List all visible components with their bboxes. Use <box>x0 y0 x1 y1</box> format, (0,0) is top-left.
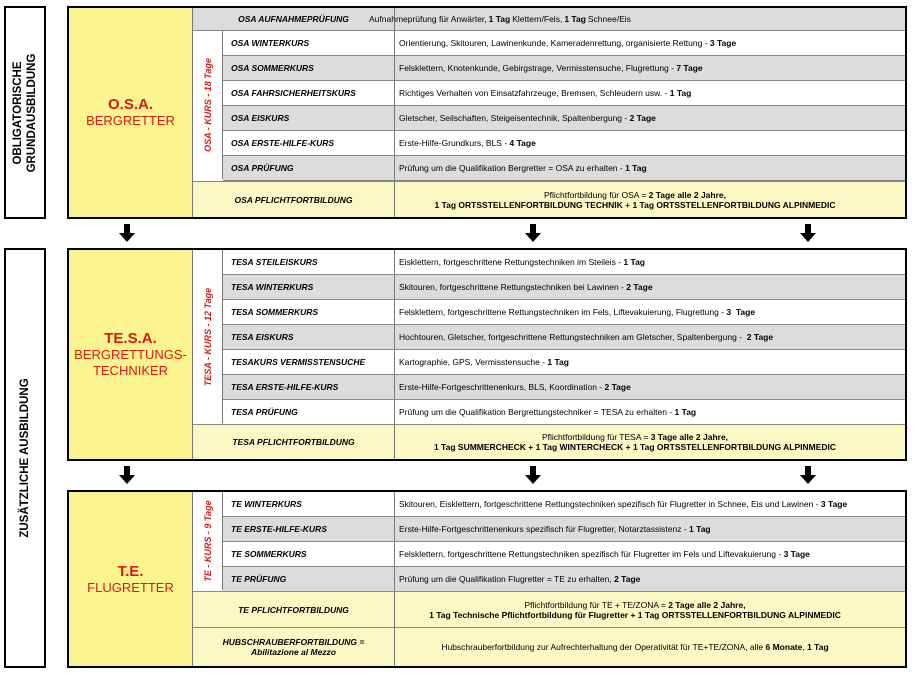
tesa-kurs-column <box>193 250 223 423</box>
osa-kurs-label: OSA - KURS - 18 Tage <box>202 58 213 152</box>
course-name: TESA STEILEISKURS <box>223 250 395 274</box>
desc-text: Erste-Hilfe-Grundkurs, BLS - <box>399 138 510 148</box>
desc-text: Aufnahmeprüfung für Anwärter, <box>369 14 487 24</box>
tesa-course-row <box>223 300 905 325</box>
te-course-row <box>223 492 905 517</box>
days-text: 2 Tage <box>744 332 774 342</box>
days-text: 1 Tag <box>623 257 645 267</box>
tesa-course-row <box>223 375 905 400</box>
days-text: 1 Tag <box>564 14 586 24</box>
course-name: TE WINTERKURS <box>223 492 395 516</box>
days-text: 2 Tage <box>626 282 653 292</box>
tesa-kurs-label: TESA - KURS - 12 Tage <box>202 287 213 386</box>
course-name: OSA FAHRSICHERHEITSKURS <box>223 81 395 105</box>
course-name: TESA PRÜFUNG <box>223 400 395 424</box>
te-hubschrauber-desc <box>365 628 905 666</box>
desc-text: Hubschrauberfortbildung zur Aufrechterhaltung der Operativität für TE+TE/ZONA, alle <box>441 642 766 652</box>
course-desc <box>395 81 905 105</box>
days-text: 2 Tage alle 2 Jahre, <box>648 189 726 200</box>
course-name: OSA WINTERKURS <box>223 31 395 55</box>
te-label <box>69 492 193 666</box>
tesa-course-row <box>223 350 905 375</box>
tesa-pflicht-desc <box>365 425 905 459</box>
te-course-row <box>223 542 905 567</box>
course-desc <box>395 106 905 130</box>
desc-text: Felsklettern, fortgeschrittene Rettungstechniken spezifisch für Flugretter im Fels und Liftevakuierung - <box>399 549 784 559</box>
course-name: TESA ERSTE-HILFE-KURS <box>223 375 395 399</box>
te-hubschrauber-row <box>193 628 905 666</box>
days-text: 4 Tage <box>509 138 536 148</box>
course-desc <box>395 375 905 399</box>
sidebar-label-line2: GRUNDAUSBILDUNG <box>26 53 38 172</box>
desc-text: Pflichtfortbildung für TESA = <box>541 432 651 442</box>
te-block <box>67 490 907 668</box>
days-text: 3 Tage <box>726 307 756 317</box>
course-name: TE PRÜFUNG <box>223 567 395 591</box>
days-text: 1 Tag <box>488 14 511 24</box>
days-text: 1 Tag <box>689 524 711 534</box>
osa-label <box>69 8 193 217</box>
te-abbr: T.E. <box>117 562 144 580</box>
tesa-full-line1: BERGRETTUNGS- <box>74 347 187 362</box>
course-desc <box>395 492 905 516</box>
course-desc <box>395 275 905 299</box>
osa-block <box>67 6 907 219</box>
course-name: TESA SOMMERKURS <box>223 300 395 324</box>
course-desc <box>395 56 905 80</box>
desc-text: Kartographie, GPS, Vermisstensuche - <box>399 357 548 367</box>
pflicht-line2: 1 Tag ORTSSTELLENFORTBILDUNG TECHNIK + 1 Tag ORTSSTELLENFORTBILDUNG ALPINMEDIC <box>434 199 836 210</box>
desc-text: Prüfung um die Qualifikation Bergretter = OSA zu erhalten - <box>399 163 626 173</box>
course-name: OSA EISKURS <box>223 106 395 130</box>
desc-text: Richtiges Verhalten von Einsatzfahrzeuge, Bremsen, Schleudern usw. - <box>399 88 670 98</box>
days-text: 1 Tag <box>669 88 692 98</box>
osa-aufnahme-name: OSA AUFNAHMEPRÜFUNG <box>193 8 395 30</box>
desc-text: Prüfung um die Qualifikation Bergrettungstechniker = TESA zu erhalten - <box>399 407 675 417</box>
sidebar-label-zusaetzlich: ZUSÄTZLICHE AUSBILDUNG <box>19 378 31 538</box>
sidebar-label-grundausbildung <box>11 53 39 172</box>
course-name: TESA EISKURS <box>223 325 395 349</box>
course-desc <box>395 250 905 274</box>
tesa-course-row <box>223 325 905 350</box>
days-text: 1 Tag <box>674 407 697 417</box>
course-name: TE ERSTE-HILFE-KURS <box>223 517 395 541</box>
course-desc <box>395 400 905 424</box>
course-name: TE SOMMERKURS <box>223 542 395 566</box>
course-desc <box>395 325 905 349</box>
course-name: OSA SOMMERKURS <box>223 56 395 80</box>
osa-course-row <box>223 131 905 156</box>
course-desc <box>395 517 905 541</box>
course-name: OSA PRÜFUNG <box>223 156 395 180</box>
te-full: FLUGRETTER <box>87 579 174 595</box>
course-desc <box>395 542 905 566</box>
days-text: 1 Tag <box>625 163 647 173</box>
days-text: 1 Tag <box>807 642 829 652</box>
te-kurs-label: TE - KURS - 9 Tage <box>202 500 213 582</box>
tesa-course-row <box>223 400 905 425</box>
te-pflicht-row <box>193 591 905 628</box>
tesa-abbr: TE.S.A. <box>104 330 157 347</box>
desc-text: Felsklettern, fortgeschrittene Rettungstechniken im Fels, Liftevakuierung, Flugrettung - <box>399 307 727 317</box>
osa-course-row <box>223 56 905 81</box>
te-course-row <box>223 567 905 592</box>
days-text: 2 Tage <box>614 574 641 584</box>
down-arrow-icon <box>527 224 539 242</box>
tesa-block <box>67 248 907 461</box>
osa-course-row <box>223 31 905 56</box>
desc-text: Erste-Hilfe-Fortgeschrittenenkurs, BLS, Koordination - <box>399 382 605 392</box>
course-name: TESAKURS VERMISSTENSUCHE <box>223 350 395 374</box>
course-desc <box>395 567 905 591</box>
te-course-row <box>223 517 905 542</box>
days-text: 3 Tage <box>783 549 810 559</box>
desc-text: , <box>802 642 808 652</box>
osa-pflicht-desc <box>365 182 905 217</box>
osa-course-row <box>223 106 905 131</box>
hubschrauber-name-line1: HUBSCHRAUBERFORTBILDUNG = <box>222 637 365 647</box>
course-name: OSA ERSTE-HILFE-KURS <box>223 131 395 155</box>
osa-full: BERGRETTER <box>86 113 175 128</box>
days-text: 7 Tage <box>676 63 703 73</box>
days-text: 2 Tage <box>629 113 656 123</box>
tesa-course-row <box>223 275 905 300</box>
desc-text: Erste-Hilfe-Fortgeschrittenenkurs spezifisch für Flugretter, Notarztassistenz - <box>399 524 690 534</box>
te-pflicht-name: TE PFLICHTFORTBILDUNG <box>193 592 395 627</box>
days-text: 3 Tage <box>709 38 737 48</box>
desc-text: Klettern/Fels, <box>512 14 563 24</box>
desc-text: Schnee/Eis <box>587 14 631 24</box>
pflicht-line2: 1 Tag SUMMERCHECK + 1 Tag WINTERCHECK + 1 Tag ORTSSTELLENFORTBILDUNG ALPINMEDIC <box>433 442 837 452</box>
course-desc <box>395 156 905 180</box>
days-text: 1 Tag <box>547 357 569 367</box>
te-kurs-column <box>193 492 223 590</box>
osa-abbr: O.S.A. <box>107 96 153 113</box>
tesa-pflicht-row <box>193 424 905 459</box>
desc-text: Skitouren, fortgeschrittene Rettungstechniken bei Lawinen - <box>399 282 627 292</box>
desc-text: Pflichtfortbildung für TE + TE/ZONA = <box>524 599 669 610</box>
osa-pflicht-row <box>193 181 905 217</box>
osa-aufnahme-row <box>193 8 905 31</box>
osa-kurs-column <box>193 31 223 179</box>
tesa-pflicht-name: TESA PFLICHTFORTBILDUNG <box>193 425 395 459</box>
desc-text: Prüfung um die Qualifikation Flugretter = TE zu erhalten, <box>399 574 615 584</box>
osa-course-row <box>223 156 905 181</box>
pflicht-line2: 1 Tag Technische Pflichtfortbildung für Flugretter + 1 Tag ORTSSTELLENFORTBILDUNG ALPINMEDIC <box>429 609 841 620</box>
hubschrauber-name-line2: Abilitazione al Mezzo <box>250 647 336 657</box>
desc-text: Orientierung, Skitouren, Lawinenkunde, Kameradenrettung, organisierte Rettung - <box>399 38 710 48</box>
course-desc <box>395 31 905 55</box>
days-text: 3 Tage alle 2 Jahre, <box>650 432 729 442</box>
osa-pflicht-name: OSA PFLICHTFORTBILDUNG <box>193 182 395 217</box>
sidebar-box-grundausbildung <box>4 6 46 219</box>
tesa-label <box>69 250 193 459</box>
course-name: TESA WINTERKURS <box>223 275 395 299</box>
desc-text: Felsklettern, Knotenkunde, Gebirgstrage, Vermisstensuche, Flugrettung - <box>399 63 677 73</box>
down-arrow-icon <box>121 466 133 484</box>
down-arrow-icon <box>527 466 539 484</box>
course-desc <box>395 350 905 374</box>
te-pflicht-desc <box>365 592 905 627</box>
course-desc <box>395 300 905 324</box>
days-text: 2 Tage alle 2 Jahre, <box>668 599 746 610</box>
days-text: 3 Tage <box>820 499 848 509</box>
down-arrow-icon <box>802 224 814 242</box>
down-arrow-icon <box>121 224 133 242</box>
tesa-course-row <box>223 250 905 275</box>
desc-text: Hochtouren, Gletscher, fortgeschrittene Rettungstechniken am Gletscher, Spaltenbergung - <box>399 332 745 342</box>
days-text: 2 Tage <box>604 382 631 392</box>
osa-aufnahme-desc <box>365 8 905 30</box>
desc-text: Skitouren, Eisklettern, fortgeschrittene Rettungstechniken spezifisch für Flugretter in Schnee, Eis und Lawinen - <box>399 499 821 509</box>
desc-text: Eisklettern, fortgeschrittene Rettungstechniken im Steileis - <box>399 257 624 267</box>
desc-text: Gletscher, Seilschaften, Steigeisentechnik, Spaltenbergung - <box>399 113 630 123</box>
days-text: 6 Monate <box>765 642 803 652</box>
osa-course-row <box>223 81 905 106</box>
down-arrow-icon <box>802 466 814 484</box>
desc-text: Pflichtfortbildung für OSA = <box>544 189 649 200</box>
sidebar-label-line1: OBLIGATORISCHE <box>12 60 24 165</box>
course-desc <box>395 131 905 155</box>
tesa-full-line2: TECHNIKER <box>92 363 169 378</box>
sidebar-box-zusaetzlich <box>4 248 46 668</box>
